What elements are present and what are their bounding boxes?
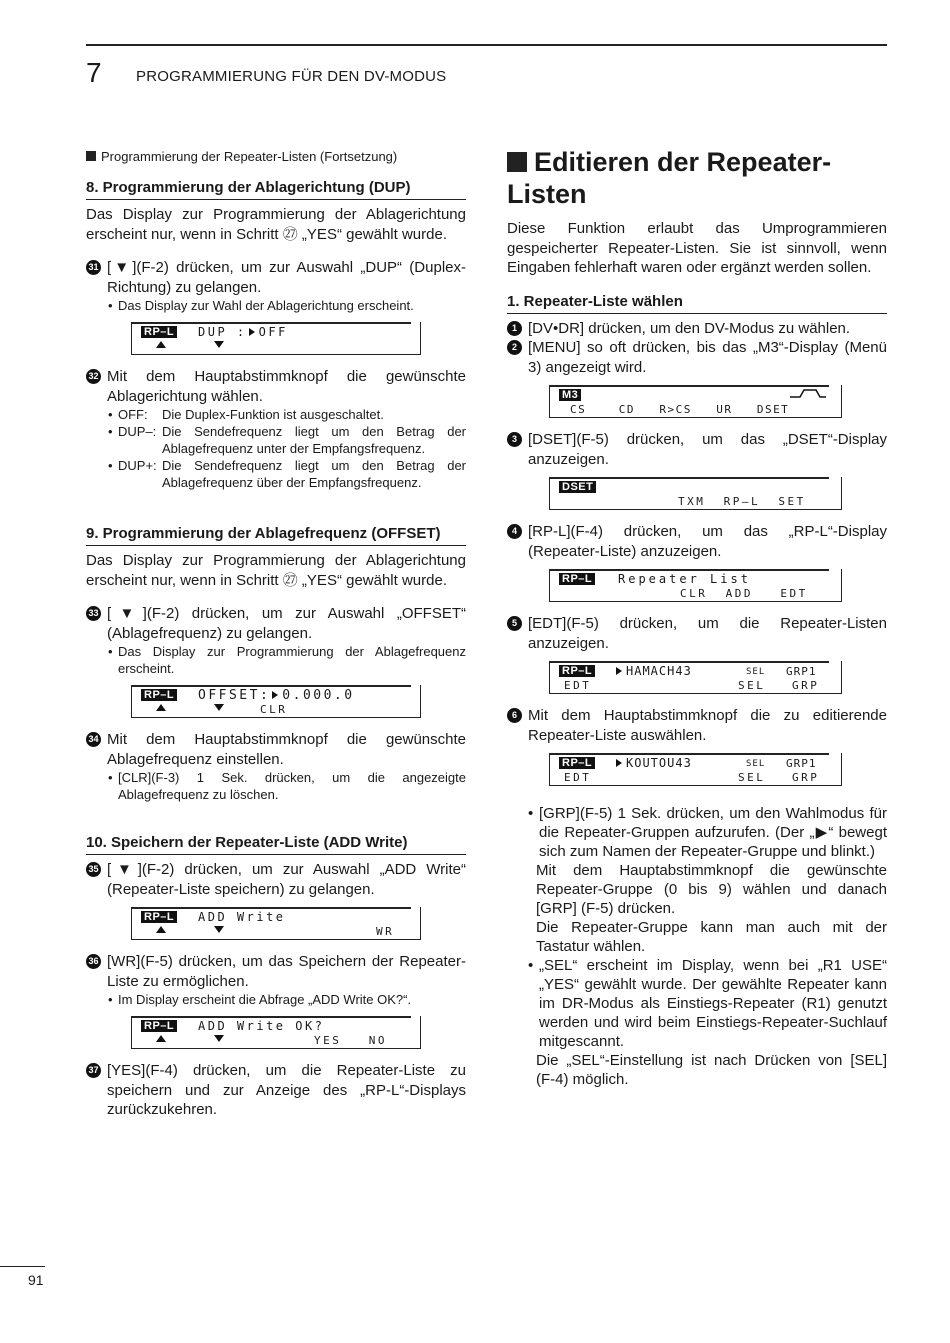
step-5: 5 [EDT](F-5) drücken, um die Repeater-Listen anzuzeigen. bbox=[507, 614, 887, 653]
signal-icon bbox=[788, 387, 828, 399]
section-1-title: 1. Repeater-Liste wählen bbox=[507, 292, 887, 314]
step-1: 1 [DV•DR] drücken, um den DV-Modus zu wählen. bbox=[507, 319, 887, 339]
step-33-note: • Das Display zur Programmierung der Ablagefrequenz erscheint. bbox=[107, 643, 466, 677]
cursor-triangle-icon bbox=[272, 691, 278, 699]
down-arrow-icon bbox=[214, 704, 224, 711]
step-2: 2 [MENU] so oft drücken, bis das „M3“-Display (Menü 3) angezeigt wird. bbox=[507, 338, 887, 377]
right-intro: Diese Funktion erlaubt das Umprogrammieren gespeicherter Repeater-Listen. Sie ist sinnvoll, wenn Eingaben fehlerhaft waren oder ergänzt werden sollen. bbox=[507, 220, 887, 276]
page-number: 91 bbox=[28, 1272, 44, 1288]
chapter-title: PROGRAMMIERUNG FÜR DEN DV-MODUS bbox=[136, 68, 447, 85]
up-arrow-icon bbox=[156, 1035, 166, 1042]
step-35: 35 [▼](F-2) drücken, um zur Auswahl „ADD Write“ (Repeater-Liste speichern) zu gelangen. bbox=[86, 860, 466, 899]
step-6: 6 Mit dem Hauptabstimmknopf die zu editierende Repeater-Liste auswählen. bbox=[507, 706, 887, 745]
section-8-title: 8. Programmierung der Ablagerichtung (DUP) bbox=[86, 178, 466, 200]
lcd-add-write: RP–L ADD Write WR bbox=[131, 907, 421, 940]
lcd-edt-hamach: RP–L HAMACH43 SEL GRP1 EDT SEL GRP bbox=[549, 661, 842, 694]
step-36: 36 [WR](F-5) drücken, um das Speichern der Repeater-Liste zu ermöglichen. • Im Display erscheint die Abfrage „ADD Write OK?“. bbox=[86, 952, 466, 1008]
step-34: 34 Mit dem Hauptabstimmknopf die gewünschte Ablagefrequenz einstellen. • [CLR](F-3) 1 Sek. drücken, um die angezeigte Ablagefrequenz zu löschen. bbox=[86, 730, 466, 803]
chapter-number: 7 bbox=[86, 57, 102, 88]
def-dup-plus: • DUP+: Die Sendefrequenz liegt um den Betrag der Ablagefrequenz über der Empfangsfrequenz. bbox=[107, 457, 466, 491]
up-arrow-icon bbox=[156, 341, 166, 348]
right-column bbox=[507, 148, 887, 1089]
step-31-note: • Das Display zur Wahl der Ablagerichtung erscheint. bbox=[107, 297, 466, 314]
section-9-title: 9. Programmierung der Ablagefrequenz (OFFSET) bbox=[86, 524, 466, 546]
page-section-title: Editieren der Repeater-Listen bbox=[507, 147, 832, 209]
lcd-offset: RP–L OFFSET: 0.000.0 CLR bbox=[131, 685, 421, 718]
down-arrow-icon bbox=[214, 1035, 224, 1042]
lcd-edt-koutou: RP–L KOUTOU43 SEL GRP1 EDT SEL GRP bbox=[549, 753, 842, 786]
lcd-dset: DSET TXM RP–L SET bbox=[549, 477, 842, 510]
cursor-triangle-icon bbox=[249, 328, 255, 336]
square-bullet-icon bbox=[86, 151, 96, 161]
note-grp-2: Mit dem Hauptabstimmknopf die gewünschte Repeater-Gruppe (0 bis 9) wählen und danach [GRP] (F-5) drücken. bbox=[536, 862, 887, 917]
cursor-triangle-icon bbox=[616, 759, 622, 767]
step-3: 3 [DSET](F-5) drücken, um das „DSET“-Display anzuzeigen. bbox=[507, 430, 887, 469]
page-number-rule bbox=[0, 1266, 45, 1267]
step-33: 33 [▼](F-2) drücken, um zur Auswahl „OFFSET“ (Ablagefrequenz) zu gelangen. • Das Display zur Programmierung der Ablagefrequenz erscheint. bbox=[86, 604, 466, 677]
step-36-note: • Im Display erscheint die Abfrage „ADD Write OK?“. bbox=[107, 991, 466, 1008]
note-sel: • „SEL“ erscheint im Display, wenn bei „R1 USE“ „YES“ gewählt wurde. Der gewählte Repeater kann im DR-Modus als Einstiegs-Repeater (R1) genutzt werden und wird beim Einstiegs-Repeater-Suchlauf mitgescannt. bbox=[527, 956, 887, 1051]
up-arrow-icon bbox=[156, 926, 166, 933]
lcd-add-write-ok: RP–L ADD Write OK? YES NO bbox=[131, 1016, 421, 1049]
step-34-note: • [CLR](F-3) 1 Sek. drücken, um die angezeigte Ablagefrequenz zu löschen. bbox=[107, 769, 466, 803]
continuation-note: Programmierung der Repeater-Listen (Fortsetzung) bbox=[86, 148, 466, 165]
notes bbox=[507, 804, 887, 1089]
section-10-title: 10. Speichern der Repeater-Liste (ADD Write) bbox=[86, 833, 466, 855]
down-arrow-icon bbox=[214, 341, 224, 348]
step-31: 31 [▼](F-2) drücken, um zur Auswahl „DUP“ (Duplex-Richtung) zu gelangen. • Das Display zur Wahl der Ablagerichtung erscheint. bbox=[86, 258, 466, 314]
header-rule bbox=[86, 44, 887, 46]
lcd-repeater-list: RP–L Repeater List CLR ADD EDT bbox=[549, 569, 842, 602]
def-dup-minus: • DUP–: Die Sendefrequenz liegt um den Betrag der Ablagefrequenz unter der Empfangsfrequenz. bbox=[107, 423, 466, 457]
def-off: • OFF: Die Duplex-Funktion ist ausgeschaltet. bbox=[107, 406, 466, 423]
cursor-triangle-icon bbox=[616, 667, 622, 675]
step-4: 4 [RP-L](F-4) drücken, um das „RP-L“-Display (Repeater-Liste) anzuzeigen. bbox=[507, 522, 887, 561]
note-grp-3: Die Repeater-Gruppe kann man auch mit der Tastatur wählen. bbox=[536, 919, 887, 955]
section-9-intro: Das Display zur Programmierung der Ablagerichtung erscheint nur, wenn in Schritt ㉗ „YES“ gewählt wurde. bbox=[86, 552, 466, 589]
down-arrow-icon bbox=[214, 926, 224, 933]
section-8-intro: Das Display zur Programmierung der Ablagerichtung erscheint nur, wenn in Schritt ㉗ „YES“ gewählt wurde. bbox=[86, 206, 466, 243]
square-bullet-icon bbox=[507, 152, 527, 172]
step-37: 37 [YES](F-4) drücken, um die Repeater-Liste zu speichern und zur Anzeige des „RP-L“-Displays zurückzukehren. bbox=[86, 1061, 466, 1120]
up-arrow-icon bbox=[156, 704, 166, 711]
step-32: 32 Mit dem Hauptabstimmknopf die gewünschte Ablagerichtung wählen. • OFF: Die Duplex-Funktion ist ausgeschaltet. • DUP–: Die Sendefrequenz liegt um den Betrag der Ablagefrequenz unter der Empfangsfrequenz. • DUP+: Die Sendefrequenz liegt um den Betrag der Ablagefrequenz über der Empfangsfrequenz. bbox=[86, 367, 466, 491]
lcd-m3: M3 CS CD R>CS UR DSET bbox=[549, 385, 842, 418]
lcd-dup: RP–L DUP : OFF bbox=[131, 322, 421, 355]
note-sel-2: Die „SEL“-Einstellung ist nach Drücken von [SEL] (F-4) möglich. bbox=[536, 1052, 887, 1088]
note-grp: • [GRP](F-5) 1 Sek. drücken, um den Wahlmodus für die Repeater-Gruppen aufzurufen. (Der „▶“ bewegt sich zum Namen der Repeater-Gruppe und blinkt.) bbox=[527, 804, 887, 861]
left-column bbox=[86, 148, 466, 1120]
